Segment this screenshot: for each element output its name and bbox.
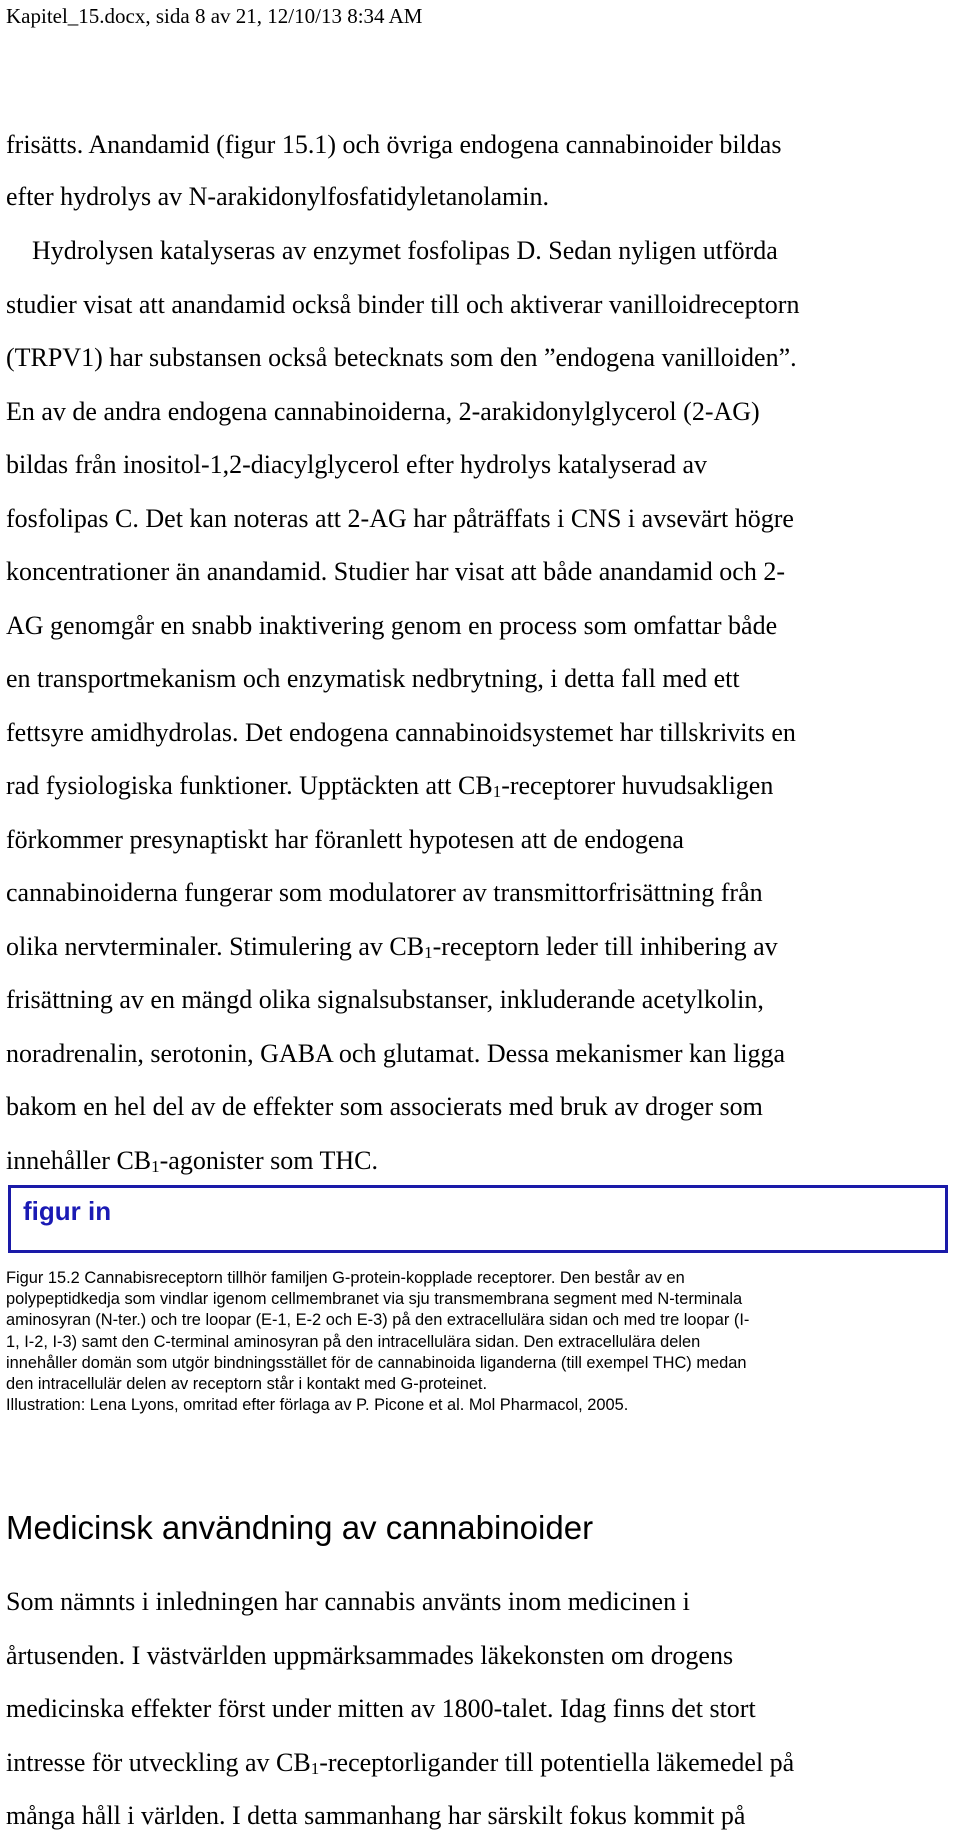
text-line: studier visat att anandamid också binder till och aktiverar vanilloidreceptorn: [6, 289, 800, 319]
text-segment: rad fysiologiska funktioner. Upptäckten att CB: [6, 771, 493, 800]
figure-caption: [6, 1268, 954, 1416]
caption-line: aminosyran (N-ter.) och tre loopar (E-1, E-2 och E-3) på den extracellulära sidan och med tre loopar (I-: [6, 1311, 750, 1330]
text-line: Hydrolysen katalyseras av enzymet fosfolipas D. Sedan nyligen utförda: [6, 236, 778, 265]
text-line: (TRPV1) har substansen också betecknats som den ”endogena vanilloiden”.: [6, 343, 797, 372]
text-line: AG genomgår en snabb inaktivering genom en process som omfattar både: [6, 610, 778, 640]
text-segment: innehåller CB: [6, 1145, 152, 1175]
paragraph-3: [6, 1575, 951, 1834]
text-segment: intresse för utveckling av CB: [6, 1747, 311, 1777]
text-line: Som nämnts i inledningen har cannabis använts inom medicinen i: [6, 1587, 690, 1616]
text-line: En av de andra endogena cannabinoiderna, 2-arakidonylglycerol (2-AG): [6, 396, 760, 426]
text-line: [6, 1736, 951, 1790]
text-segment: -receptorer huvudsakligen: [501, 771, 774, 800]
text-line: förkommer presynaptiskt har föranlett hypotesen att de endogena: [6, 824, 684, 854]
text-line: [6, 759, 951, 813]
text-line: medicinska effekter först under mitten av 1800-talet. Idag finns det stort: [6, 1694, 756, 1723]
text-line: [6, 920, 951, 974]
subscript: 1: [492, 782, 502, 801]
paragraph-2: [6, 224, 951, 1187]
text-line: många håll i världen. I detta sammanhang har särskilt fokus kommit på: [6, 1801, 746, 1830]
text-segment: olika nervterminaler. Stimulering av CB: [6, 931, 425, 961]
text-line: bakom en hel del av de effekter som associerats med bruk av droger som: [6, 1092, 763, 1121]
caption-line: polypeptidkedja som vindlar igenom cellmembranet via sju transmembrana segment med N-terminala: [6, 1290, 743, 1309]
text-line: efter hydrolys av N-arakidonylfosfatidyletanolamin.: [6, 182, 549, 211]
text-line: en transportmekanism och enzymatisk nedbrytning, i detta fall med ett: [6, 664, 740, 693]
caption-line: innehåller domän som utgör bindningsstället för de cannabinoida liganderna (till exempel THC) medan: [6, 1353, 747, 1372]
figure-placeholder-label: figur in: [23, 1196, 112, 1226]
text-line: [6, 1134, 951, 1188]
subscript: 1: [310, 1758, 320, 1778]
text-line: bildas från inositol-1,2-diacylglycerol efter hydrolys katalyserad av: [6, 450, 708, 479]
paragraph-1: [6, 119, 951, 223]
text-line: koncentrationer än anandamid. Studier har visat att både anandamid och 2-: [6, 557, 785, 586]
text-line: fettsyre amidhydrolas. Det endogena cannabinoidsystemet har tillskrivits en: [6, 717, 796, 747]
text-line: frisättning av en mängd olika signalsubstanser, inkluderande acetylkolin,: [6, 985, 764, 1014]
caption-line: Illustration: Lena Lyons, omritad efter förlaga av P. Picone et al. Mol Pharmacol, 2005.: [6, 1396, 629, 1415]
subscript: 1: [151, 1156, 160, 1176]
text-line: frisätts. Anandamid (figur 15.1) och övriga endogena cannabinoider bildas: [6, 130, 782, 159]
page-header: Kapitel_15.docx, sida 8 av 21, 12/10/13 8:34 AM: [6, 4, 423, 28]
subscript: 1: [424, 942, 433, 962]
text-segment: -agonister som THC.: [159, 1145, 378, 1175]
caption-line: 1, I-2, I-3) samt den C-terminal aminosyran på den intracellulära sidan. Den extracellulära delen: [6, 1332, 701, 1351]
text-line: cannabinoiderna fungerar som modulatorer av transmittorfrisättning från: [6, 878, 763, 907]
figure-placeholder-box: [8, 1185, 948, 1253]
text-segment: -receptorligander till potentiella läkemedel på: [319, 1747, 795, 1777]
text-line: årtusenden. I västvärlden uppmärksammades läkekonsten om drogens: [6, 1640, 734, 1670]
section-heading: Medicinsk användning av cannabinoider: [6, 1509, 594, 1546]
caption-line: Figur 15.2 Cannabisreceptorn tillhör familjen G-protein-kopplade receptorer. Den består av en: [6, 1269, 685, 1287]
text-segment: -receptorn leder till inhibering av: [432, 931, 778, 961]
caption-line: den intracellulär delen av receptorn står i kontakt med G-proteinet.: [6, 1374, 488, 1393]
text-line: noradrenalin, serotonin, GABA och glutamat. Dessa mekanismer kan ligga: [6, 1038, 786, 1068]
text-line: fosfolipas C. Det kan noteras att 2-AG har påträffats i CNS i avsevärt högre: [6, 503, 794, 533]
